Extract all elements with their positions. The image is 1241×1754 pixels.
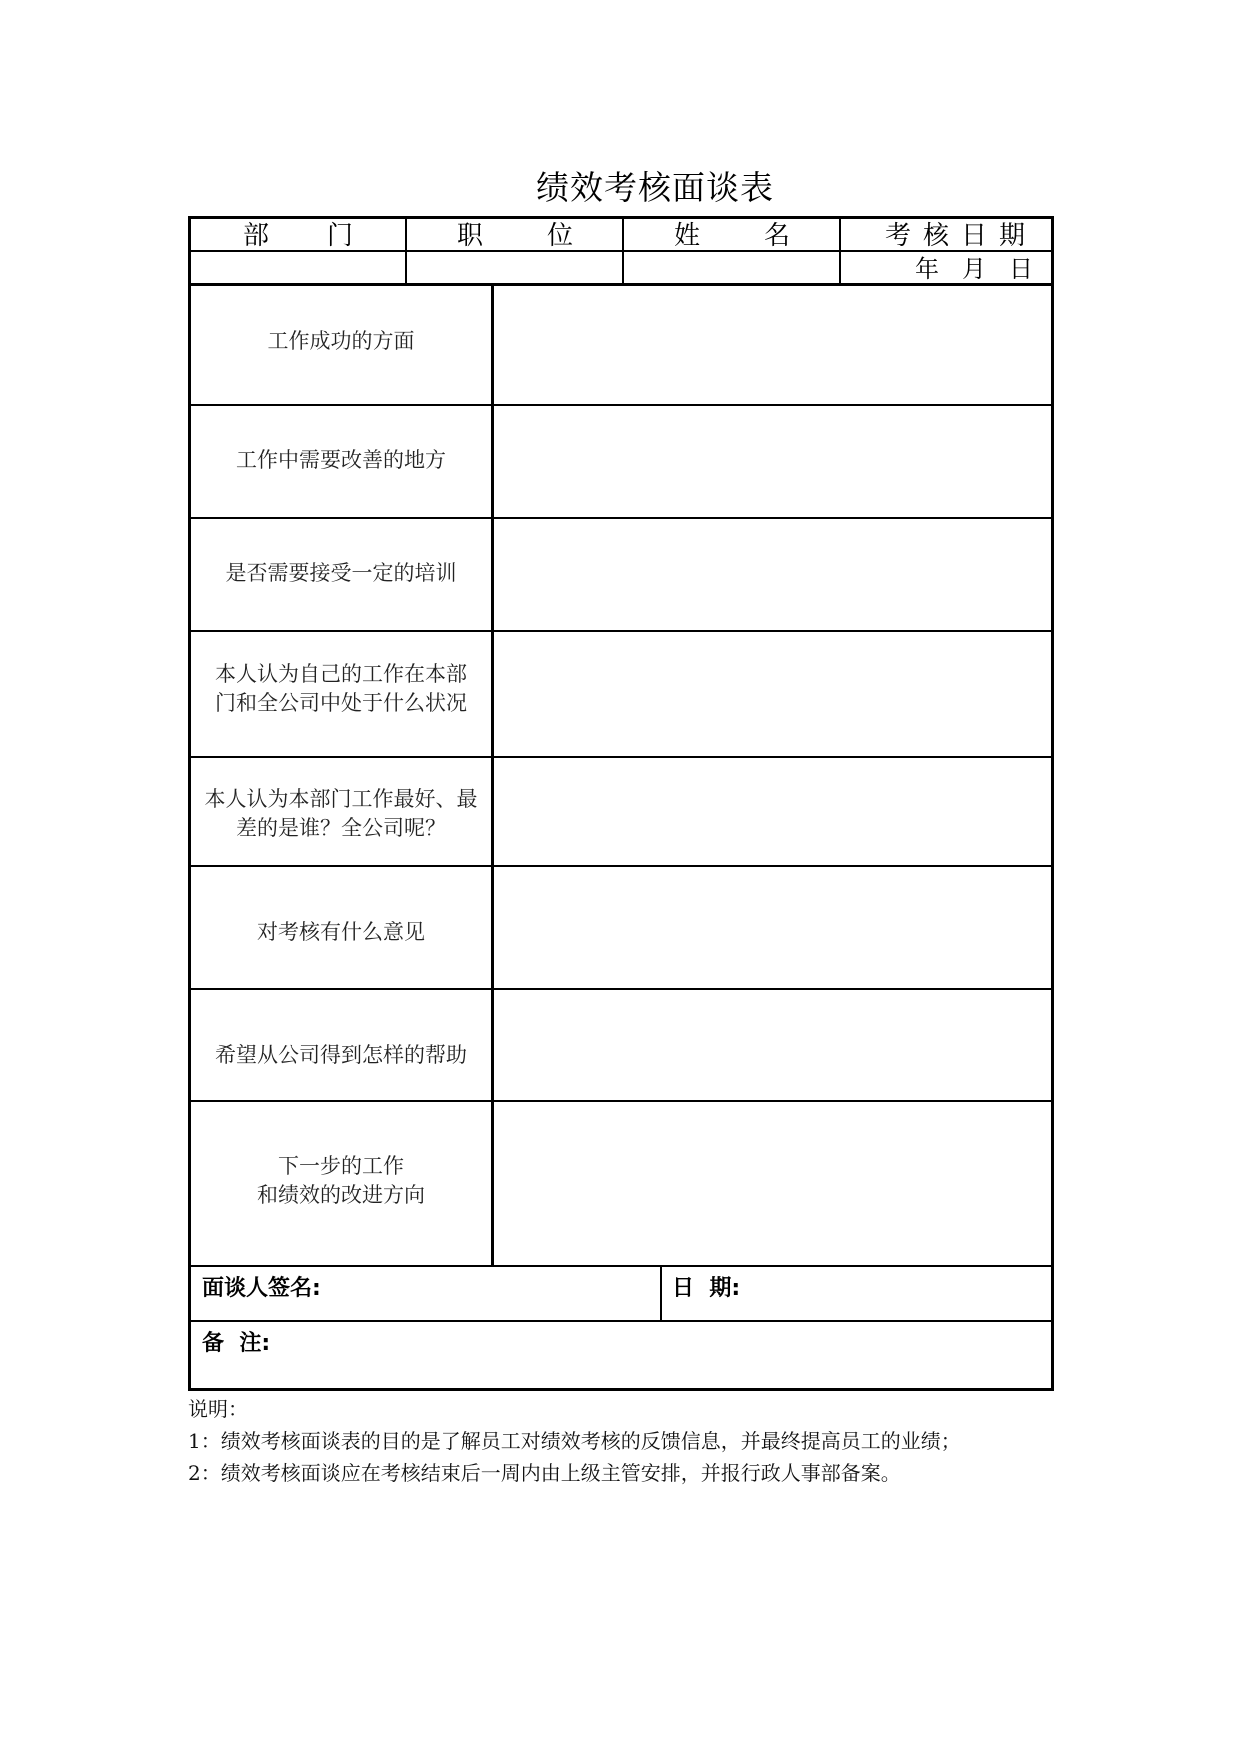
row-label-help-wanted: 希望从公司得到怎样的帮助 [215,1043,467,1067]
date-label: 日 期: [672,1276,741,1301]
department-field[interactable] [191,252,404,282]
name-header: 姓 名 [674,221,790,251]
row-label-training-needs: 是否需要接受一定的培训 [225,561,457,585]
row-label-best-worst: 本人认为本部门工作最好、最 差的是谁？全公司呢？ [204,787,478,840]
row-label-self-assessment: 本人认为自己的工作在本部 门和全公司中处于什么状况 [215,662,467,715]
name-field[interactable] [624,252,838,282]
row-label-success-areas: 工作成功的方面 [267,329,415,353]
form-title: 绩效考核面谈表 [536,168,774,207]
row-divider [191,1320,1051,1322]
review-date-field[interactable]: 年 月 日 [915,255,1033,283]
remarks-label: 备 注: [202,1331,271,1356]
note-item: 1：绩效考核面谈表的目的是了解员工对绩效考核的反馈信息，并最终提高员工的业绩； [188,1429,961,1453]
row-label-review-opinions: 对考核有什么意见 [257,920,425,944]
self-assessment-field[interactable] [494,632,1052,755]
remarks-field[interactable] [291,1323,1051,1387]
success-areas-field[interactable] [494,285,1052,403]
position-field[interactable] [407,252,621,282]
interview-form-table [188,216,1054,1391]
row-divider [191,1265,1051,1267]
notes-heading: 说明： [188,1397,248,1421]
review-date-header: 考核日期 [884,221,1037,251]
improvement-areas-field[interactable] [494,406,1052,516]
signature-date-divider [660,1265,662,1320]
position-header: 职 位 [457,221,573,251]
row-label-next-steps: 下一步的工作 和绩效的改进方向 [257,1154,425,1207]
interviewer-signature-field[interactable] [351,1268,651,1318]
date-field[interactable] [751,1268,1051,1318]
next-steps-field[interactable] [494,1102,1052,1264]
notes-section [188,1393,961,1489]
training-needs-field[interactable] [494,519,1052,629]
review-opinions-field[interactable] [494,867,1052,987]
department-header: 部 门 [243,221,353,251]
note-item: 2：绩效考核面谈应在考核结束后一周内由上级主管安排，并报行政人事部备案。 [188,1461,901,1485]
help-wanted-field[interactable] [494,990,1052,1099]
interviewer-signature-label: 面谈人签名: [202,1276,321,1301]
best-worst-field[interactable] [494,758,1052,864]
header-col-divider [839,219,841,283]
row-label-improvement-areas: 工作中需要改善的地方 [236,448,446,472]
